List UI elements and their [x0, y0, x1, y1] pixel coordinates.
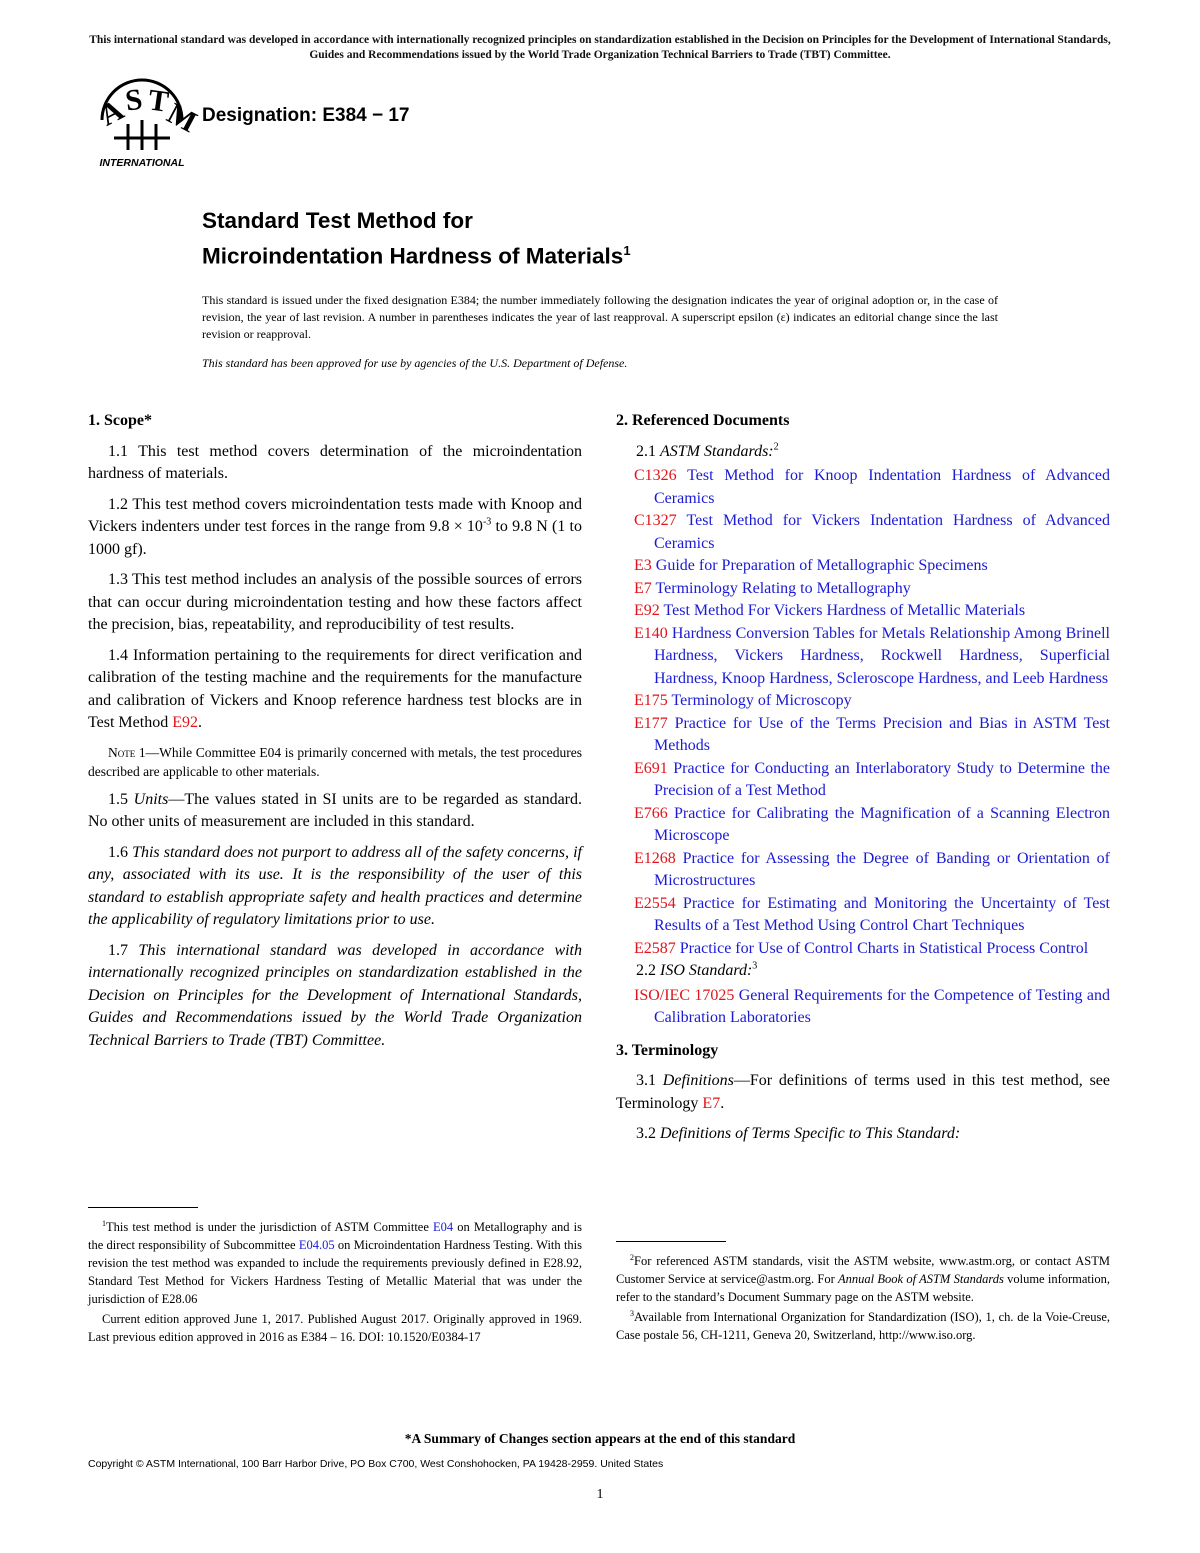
- astm-ref-item: [616, 690, 1110, 713]
- footnote-2-mark: 2: [630, 1252, 634, 1262]
- footnote-1-text-c: on Microindentation Hardness Testing. With this revision the test method was expanded to include the requirements previously defined in E28.92, Standard Test Method for Vickers Hardness Testing of Metallic Material that was under the jurisdiction of E28.06: [88, 1238, 583, 1306]
- astm-standards-num: 2.1: [636, 442, 660, 460]
- para-1-1: 1.1 This test method covers determination of the microindentation hardness of materials.: [88, 442, 582, 482]
- para-1-6: [88, 842, 582, 932]
- para-1-5-term: Units: [133, 790, 169, 808]
- para-3-1-text: —For definitions of terms used in this test method, see Terminology: [616, 1072, 1110, 1112]
- svg-text:T: T: [146, 83, 171, 119]
- astm-ref-code-link[interactable]: E140: [634, 624, 668, 642]
- title-footnote-mark: 1: [623, 243, 631, 258]
- para-1-7: [88, 940, 582, 1053]
- iso-ref-code-link[interactable]: ISO/IEC 17025: [634, 986, 735, 1004]
- astm-ref-item: [616, 555, 1110, 578]
- astm-ref-title-link[interactable]: Practice for Calibrating the Magnification of a Scanning Electron Microscope: [654, 804, 1110, 844]
- para-1-6-num: 1.6: [108, 843, 133, 861]
- right-column: [616, 410, 1110, 1154]
- title-line-1: Standard Test Method for: [202, 208, 473, 233]
- astm-ref-item: [616, 803, 1110, 848]
- footnote-rule-right: [616, 1241, 726, 1242]
- para-1-5-text: —The values stated in SI units are to be regarded as standard. No other units of measurement are included in this standard.: [88, 790, 583, 830]
- astm-reference-list: [616, 465, 1110, 960]
- iso-ref-title-link[interactable]: General Requirements for the Competence of Testing and Calibration Laboratories: [654, 986, 1111, 1026]
- terminology-heading: 3. Terminology: [616, 1041, 719, 1059]
- para-1-7-num: 1.7: [108, 941, 139, 959]
- para-1-6-text: This standard does not purport to address all of the safety concerns, if any, associated with its use. It is the responsibility of the user of this standard to establish appropriate safety and health practices and determine the applicability of regulatory limitations prior to use.: [88, 843, 583, 928]
- left-column: [88, 410, 582, 1060]
- para-1-4-text: 1.4 Information pertaining to the requirements for direct verification and calibration of the testing machine and the requirements for the manufacture and calibration of Vickers and Knoop reference hardness test blocks are in Test Method: [88, 646, 582, 731]
- astm-ref-item: [616, 758, 1110, 803]
- astm-standards-heading: [616, 441, 1110, 464]
- astm-ref-code-link[interactable]: E766: [634, 804, 668, 822]
- footnote-1-para-1: [88, 1218, 582, 1308]
- astm-ref-code-link[interactable]: C1327: [634, 512, 677, 529]
- astm-ref-title-link[interactable]: Test Method for Knoop Indentation Hardness of Advanced Ceramics: [654, 467, 1111, 507]
- astm-ref-title-link[interactable]: Practice for Assessing the Degree of Banding or Orientation of Microstructures: [654, 849, 1111, 889]
- link-e04-05[interactable]: E04.05: [298, 1238, 335, 1252]
- para-1-2: [88, 494, 582, 562]
- astm-ref-item: [616, 600, 1110, 623]
- footnote-3-mark: 3: [630, 1308, 634, 1318]
- link-e7[interactable]: E7: [702, 1094, 721, 1112]
- iso-standard-heading: [616, 960, 1110, 983]
- link-e92[interactable]: E92: [172, 714, 198, 731]
- document-title: [202, 206, 631, 272]
- para-1-2-exponent: -3: [482, 516, 492, 528]
- astm-ref-code-link[interactable]: E177: [634, 714, 668, 732]
- astm-ref-item: [616, 938, 1110, 961]
- astm-ref-title-link[interactable]: Terminology of Microscopy: [671, 692, 852, 709]
- astm-standards-footnote-mark: 2: [773, 441, 779, 453]
- astm-ref-item: [616, 510, 1110, 555]
- astm-ref-code-link[interactable]: C1326: [634, 467, 677, 484]
- para-1-5-num: 1.5: [108, 790, 134, 808]
- designation: Designation: E384 − 17: [202, 105, 410, 126]
- top-notice: This international standard was developed in accordance with internationally recognized principles on standardization established in the Decision on Principles for the Development of International Standards, Guides and Recommendations issued by the World Trade Organization Technical Barriers to Trade (TBT) Committee.: [89, 34, 1111, 61]
- logo-international-text: INTERNATIONAL: [99, 157, 185, 169]
- astm-ref-title-link[interactable]: Test Method For Vickers Hardness of Metallic Materials: [663, 602, 1026, 619]
- astm-ref-code-link[interactable]: E2554: [634, 894, 676, 912]
- para-3-1-term: Definitions: [662, 1072, 734, 1089]
- para-3-1-num: 3.1: [636, 1072, 663, 1089]
- para-1-5: [88, 789, 582, 834]
- scope-heading: 1. Scope*: [88, 412, 152, 429]
- iso-reference-list: [616, 985, 1110, 1030]
- section-gap: [616, 1030, 1110, 1040]
- footnote-2-italic: Annual Book of ASTM Standards: [838, 1272, 1004, 1286]
- copyright-line: Copyright © ASTM International, 100 Barr Harbor Drive, PO Box C700, West Conshohocken, PA 19428-2959. United States: [88, 1458, 664, 1470]
- iso-standard-num: 2.2: [636, 962, 660, 979]
- dod-approval-note: This standard has been approved for use by agencies of the U.S. Department of Defense.: [202, 356, 628, 370]
- footnote-1-text-a: This test method is under the jurisdiction of ASTM Committee: [106, 1220, 433, 1234]
- astm-ref-title-link[interactable]: Practice for Conducting an Interlaboratory Study to Determine the Precision of a Test Method: [654, 759, 1110, 799]
- page-number: 1: [596, 1487, 604, 1502]
- astm-ref-item: [616, 623, 1110, 691]
- referenced-documents-heading: 2. Referenced Documents: [616, 412, 790, 429]
- astm-ref-item: [616, 893, 1110, 938]
- astm-ref-item: [616, 465, 1110, 510]
- para-3-2-num: 3.2: [636, 1125, 660, 1142]
- para-1-3: 1.3 This test method includes an analysis of the possible sources of errors that can occur during microindentation testing and how these factors affect the precision, bias, repeatability, and reproducibility of test results.: [88, 571, 582, 633]
- astm-ref-code-link[interactable]: E175: [634, 692, 668, 709]
- astm-ref-code-link[interactable]: E3: [634, 557, 652, 574]
- footnote-3: [616, 1308, 1110, 1344]
- astm-ref-code-link[interactable]: E1268: [634, 849, 676, 867]
- astm-ref-title-link[interactable]: Terminology Relating to Metallography: [655, 579, 911, 597]
- footnote-rule-left: [88, 1207, 198, 1208]
- issuance-statement: This standard is issued under the fixed designation E384; the number immediately following the designation indicates the year of original adoption or, in the case of revision, the year of last revision. A number in parentheses indicates the year of last reapproval. A superscript epsilon (ε) indicates an editorial change since the last revision or reapproval.: [202, 293, 998, 341]
- note-1-label: Note 1: [108, 744, 146, 760]
- note-1-text: —While Committee E04 is primarily concerned with metals, the test procedures described are applicable to other materials.: [88, 744, 582, 779]
- astm-ref-item: [616, 578, 1110, 601]
- astm-ref-item: [616, 848, 1110, 893]
- title-line-2: [202, 236, 631, 272]
- footnote-1-mark: 1: [102, 1218, 106, 1228]
- footnote-2-text-b: volume information, refer to the standard’s Document Summary page on the ASTM website.: [616, 1272, 1111, 1304]
- link-e04[interactable]: E04: [433, 1220, 454, 1234]
- astm-ref-title-link[interactable]: Hardness Conversion Tables for Metals Relationship Among Brinell Hardness, Vickers Hardness, Rockwell Hardness, Superficial Hardness, Knoop Hardness, Scleroscope Hardness, and Leeb Hardness: [654, 624, 1111, 687]
- astm-ref-code-link[interactable]: E2587: [634, 939, 676, 957]
- footnote-2: [616, 1252, 1110, 1306]
- iso-standard-footnote-mark: 3: [752, 960, 758, 972]
- astm-ref-code-link[interactable]: E7: [634, 579, 652, 597]
- footnote-1: [88, 1218, 582, 1348]
- footnote-1-para-2: Current edition approved June 1, 2017. Published August 2017. Originally approved in 1969. Last previous edition approved in 2016 as E384 – 16. DOI: 10.1520/E0384-17: [88, 1312, 582, 1344]
- astm-ref-title-link[interactable]: Practice for Estimating and Monitoring the Uncertainty of Test Results of a Test Method Using Control Chart Techniques: [654, 894, 1111, 934]
- svg-text:A: A: [94, 93, 130, 133]
- astm-ref-item: [616, 713, 1110, 758]
- astm-ref-title-link[interactable]: Test Method for Vickers Indentation Hardness of Advanced Ceramics: [654, 512, 1110, 552]
- footnote-2-text-a: For referenced ASTM standards, visit the ASTM website, www.astm.org, or contact ASTM Customer Service at service@astm.org. For: [616, 1254, 1110, 1286]
- svg-text:M: M: [161, 96, 203, 140]
- para-1-4-end: .: [197, 714, 202, 731]
- summary-of-changes-note: *A Summary of Changes section appears at the end of this standard: [404, 1431, 796, 1446]
- iso-ref-item: [616, 985, 1110, 1030]
- para-3-1: [616, 1070, 1110, 1115]
- astm-ref-code-link[interactable]: E691: [634, 759, 668, 777]
- iso-standard-label: ISO Standard:: [660, 962, 753, 979]
- para-3-2-text: Definitions of Terms Specific to This Standard:: [660, 1125, 961, 1142]
- note-1: [88, 743, 582, 781]
- astm-ref-title-link[interactable]: Guide for Preparation of Metallographic Specimens: [655, 557, 988, 574]
- para-1-7-text: This international standard was developed in accordance with internationally recognized principles on standardization established in the Decision on Principles for the Development of International Standards, Guides and Recommendations issued by the World Trade Organization Technical Barriers to Trade (TBT) Committee.: [88, 941, 583, 1049]
- para-3-2: [616, 1123, 1110, 1146]
- astm-logo: [88, 80, 203, 172]
- footnotes-right: [616, 1252, 1110, 1346]
- para-1-4: [88, 645, 582, 735]
- astm-standards-label: ASTM Standards:: [660, 442, 774, 460]
- para-1-2-text: 1.2 This test method covers microindentation tests made with Knoop and Vickers indenters under test forces in the range from 9.8 × 10: [88, 495, 582, 535]
- para-3-1-end: .: [720, 1094, 725, 1112]
- astm-ref-title-link[interactable]: Practice for Use of Control Charts in Statistical Process Control: [679, 939, 1089, 957]
- astm-ref-title-link[interactable]: Practice for Use of the Terms Precision and Bias in ASTM Test Methods: [654, 714, 1110, 754]
- svg-text:S: S: [123, 82, 145, 118]
- para-1-2-text-end: to 9.8 N (1 to 1000 gf).: [88, 518, 583, 558]
- footnote-3-text: Available from International Organization for Standardization (ISO), 1, ch. de la Voie-Creuse, Case postale 56, CH-1211, Geneva 20, Switzerland, http://www.iso.org.: [616, 1310, 1110, 1342]
- footnote-1-text-b: on Metallography and is the direct responsibility of Subcommittee: [88, 1220, 582, 1252]
- title-line-2-text: Microindentation Hardness of Materials: [202, 243, 624, 269]
- astm-ref-code-link[interactable]: E92: [634, 602, 660, 619]
